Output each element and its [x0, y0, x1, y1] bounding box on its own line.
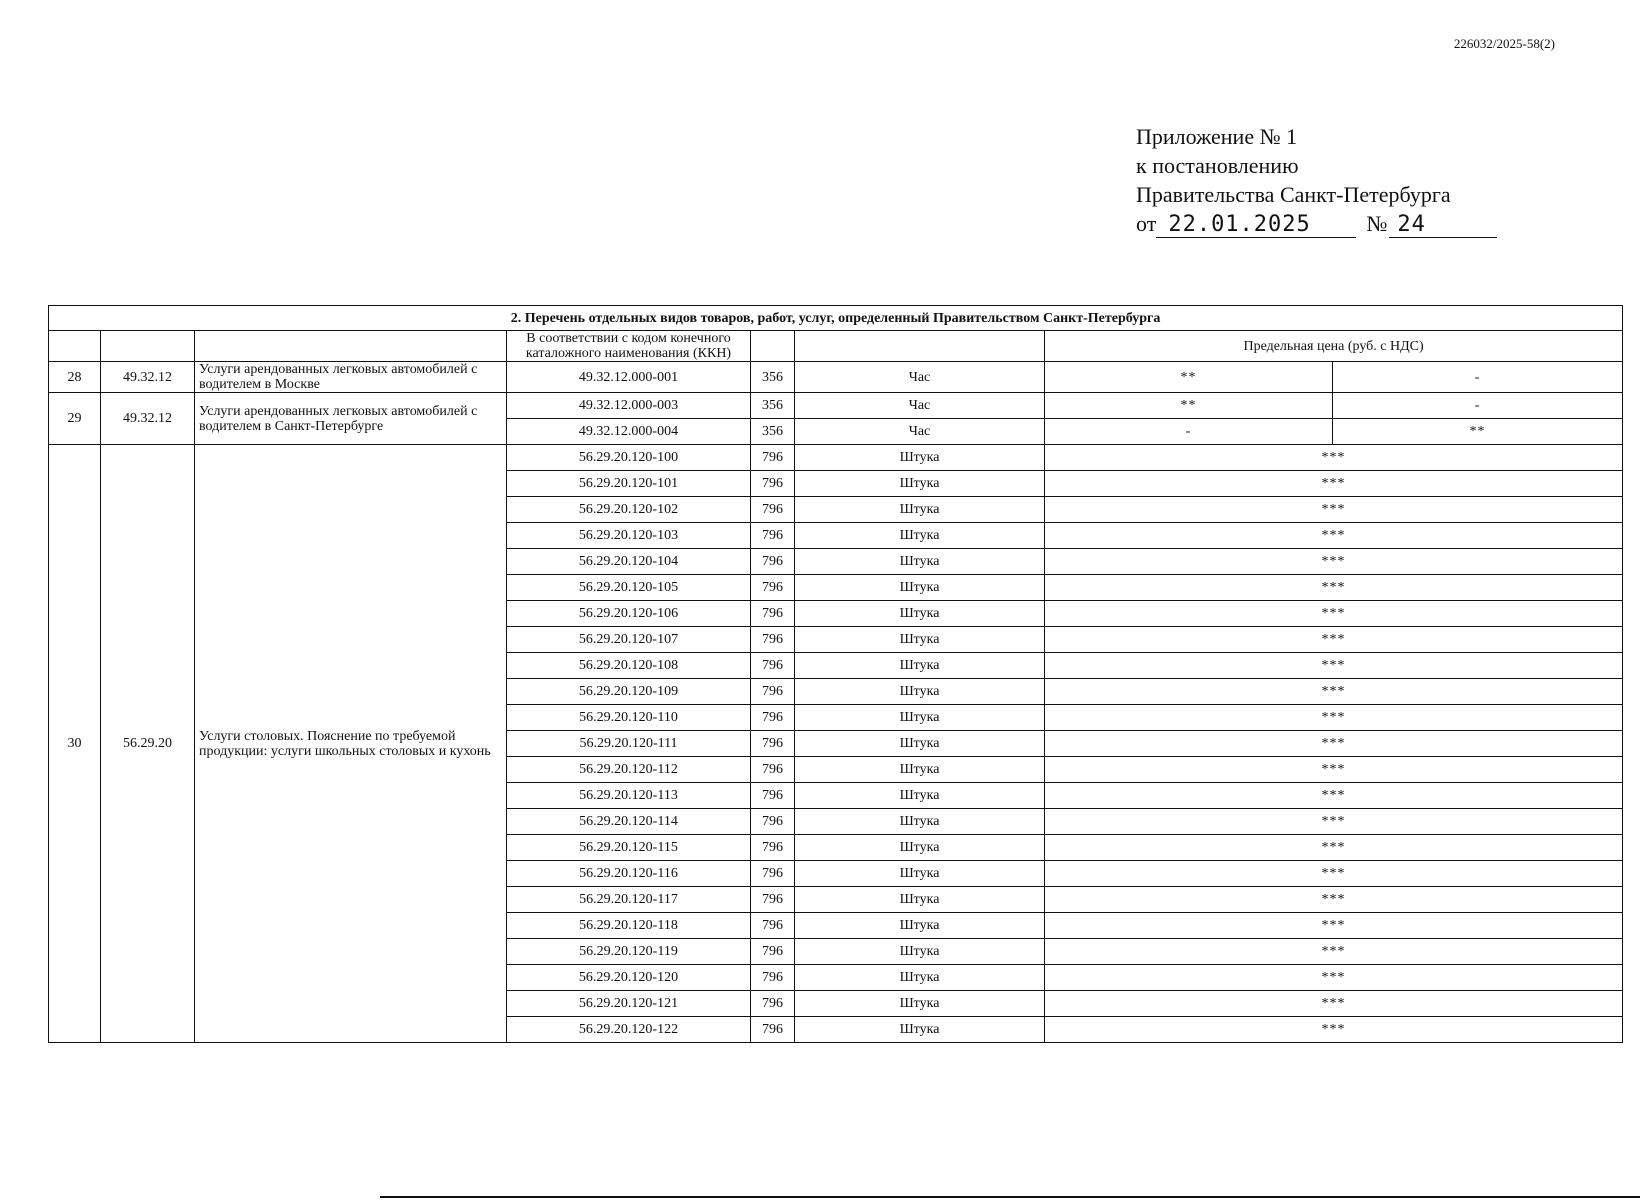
okei-code: 356 — [751, 362, 795, 393]
price-cell: ** — [1333, 419, 1623, 445]
from-label: от — [1136, 211, 1157, 236]
kkn-code: 56.29.20.120-111 — [507, 731, 751, 757]
price-cell: - — [1333, 362, 1623, 393]
price-cell: *** — [1045, 549, 1623, 575]
unit-name: Штука — [795, 991, 1045, 1017]
kkn-code: 56.29.20.120-119 — [507, 939, 751, 965]
price-cell: *** — [1045, 835, 1623, 861]
kkn-code: 56.29.20.120-107 — [507, 627, 751, 653]
okei-code: 796 — [751, 471, 795, 497]
table-caption: 2. Перечень отдельных видов товаров, работ, услуг, определенный Правительством Санкт-Петербурга — [49, 306, 1623, 331]
kkn-code: 49.32.12.000-003 — [507, 393, 751, 419]
okei-code: 796 — [751, 1017, 795, 1043]
kkn-code: 56.29.20.120-114 — [507, 809, 751, 835]
appendix-line-resolution: к постановлению — [1136, 153, 1299, 178]
unit-name: Штука — [795, 965, 1045, 991]
kkn-code: 56.29.20.120-112 — [507, 757, 751, 783]
unit-name: Штука — [795, 835, 1045, 861]
okei-code: 796 — [751, 783, 795, 809]
okei-code: 796 — [751, 627, 795, 653]
unit-name: Штука — [795, 523, 1045, 549]
kkn-code: 56.29.20.120-103 — [507, 523, 751, 549]
unit-name: Штука — [795, 679, 1045, 705]
okei-code: 796 — [751, 601, 795, 627]
unit-name: Штука — [795, 497, 1045, 523]
kkn-code: 56.29.20.120-121 — [507, 991, 751, 1017]
row-number: 28 — [49, 362, 101, 393]
price-cell: *** — [1045, 601, 1623, 627]
okei-code: 796 — [751, 679, 795, 705]
unit-name: Штука — [795, 939, 1045, 965]
price-cell: *** — [1045, 523, 1623, 549]
header-empty-unit — [795, 331, 1045, 362]
okei-code: 796 — [751, 835, 795, 861]
kkn-code: 56.29.20.120-100 — [507, 445, 751, 471]
okei-code: 796 — [751, 575, 795, 601]
okei-code: 796 — [751, 549, 795, 575]
price-cell: *** — [1045, 497, 1623, 523]
price-cell: *** — [1045, 653, 1623, 679]
kkn-code: 56.29.20.120-116 — [507, 861, 751, 887]
header-empty-okpd — [101, 331, 195, 362]
unit-name: Штука — [795, 445, 1045, 471]
unit-name: Час — [795, 419, 1045, 445]
kkn-code: 49.32.12.000-004 — [507, 419, 751, 445]
unit-name: Штука — [795, 549, 1045, 575]
goods-price-table — [48, 305, 1623, 1043]
kkn-code: 56.29.20.120-117 — [507, 887, 751, 913]
header-empty-name — [195, 331, 507, 362]
unit-name: Штука — [795, 575, 1045, 601]
kkn-code: 56.29.20.120-118 — [507, 913, 751, 939]
price-cell: ** — [1045, 362, 1333, 393]
unit-name: Штука — [795, 913, 1045, 939]
number-sign: № — [1366, 211, 1388, 236]
okei-code: 796 — [751, 731, 795, 757]
price-cell: - — [1333, 393, 1623, 419]
scan-edge-line — [380, 1196, 1640, 1198]
okei-code: 796 — [751, 809, 795, 835]
kkn-code: 56.29.20.120-105 — [507, 575, 751, 601]
kkn-code: 56.29.20.120-102 — [507, 497, 751, 523]
price-cell: *** — [1045, 445, 1623, 471]
okei-code: 796 — [751, 913, 795, 939]
unit-name: Штука — [795, 601, 1045, 627]
unit-name: Штука — [795, 887, 1045, 913]
item-name: Услуги столовых. Пояснение по требуемой продукции: услуги школьных столовых и кухонь — [195, 445, 507, 1043]
item-name: Услуги арендованных легковых автомобилей с водителем в Санкт-Петербурге — [195, 393, 507, 445]
kkn-code: 56.29.20.120-101 — [507, 471, 751, 497]
unit-name: Штука — [795, 705, 1045, 731]
unit-name: Час — [795, 362, 1045, 393]
okpd-code: 49.32.12 — [101, 393, 195, 445]
unit-name: Час — [795, 393, 1045, 419]
price-cell: *** — [1045, 809, 1623, 835]
unit-name: Штука — [795, 471, 1045, 497]
kkn-code: 56.29.20.120-106 — [507, 601, 751, 627]
resolution-number: 24 — [1389, 212, 1497, 238]
kkn-code: 56.29.20.120-110 — [507, 705, 751, 731]
unit-name: Штука — [795, 627, 1045, 653]
price-cell: *** — [1045, 991, 1623, 1017]
unit-name: Штука — [795, 1017, 1045, 1043]
price-cell: ** — [1045, 393, 1333, 419]
okei-code: 796 — [751, 991, 795, 1017]
unit-name: Штука — [795, 783, 1045, 809]
price-cell: *** — [1045, 861, 1623, 887]
header-empty-code — [751, 331, 795, 362]
table-row — [49, 362, 1623, 393]
okei-code: 796 — [751, 705, 795, 731]
kkn-code: 56.29.20.120-122 — [507, 1017, 751, 1043]
okei-code: 796 — [751, 861, 795, 887]
price-cell: *** — [1045, 1017, 1623, 1043]
price-cell: *** — [1045, 627, 1623, 653]
price-cell: *** — [1045, 783, 1623, 809]
price-cell: *** — [1045, 757, 1623, 783]
table-row — [49, 393, 1623, 419]
unit-name: Штука — [795, 861, 1045, 887]
kkn-code: 56.29.20.120-109 — [507, 679, 751, 705]
price-cell: *** — [1045, 939, 1623, 965]
appendix-title: Приложение № 1 — [1136, 124, 1298, 149]
okei-code: 796 — [751, 523, 795, 549]
okei-code: 796 — [751, 653, 795, 679]
okpd-code: 56.29.20 — [101, 445, 195, 1043]
okei-code: 796 — [751, 757, 795, 783]
price-cell: *** — [1045, 471, 1623, 497]
price-cell: *** — [1045, 679, 1623, 705]
price-cell: *** — [1045, 705, 1623, 731]
okei-code: 356 — [751, 393, 795, 419]
appendix-line-government: Правительства Санкт-Петербурга — [1136, 182, 1451, 207]
okei-code: 796 — [751, 497, 795, 523]
okei-code: 796 — [751, 939, 795, 965]
unit-name: Штука — [795, 731, 1045, 757]
price-cell: *** — [1045, 575, 1623, 601]
header-kkn: В соответствии с кодом конечного каталожного наименования (ККН) — [507, 331, 751, 362]
appendix-date-line — [1136, 209, 1497, 238]
document-number: 226032/2025-58(2) — [1453, 36, 1555, 51]
okei-code: 796 — [751, 445, 795, 471]
kkn-code: 56.29.20.120-120 — [507, 965, 751, 991]
header-price: Предельная цена (руб. с НДС) — [1045, 331, 1623, 362]
okei-code: 796 — [751, 887, 795, 913]
okpd-code: 49.32.12 — [101, 362, 195, 393]
unit-name: Штука — [795, 809, 1045, 835]
row-number: 29 — [49, 393, 101, 445]
kkn-code: 49.32.12.000-001 — [507, 362, 751, 393]
kkn-code: 56.29.20.120-108 — [507, 653, 751, 679]
table-row — [49, 445, 1623, 471]
kkn-code: 56.29.20.120-113 — [507, 783, 751, 809]
unit-name: Штука — [795, 757, 1045, 783]
header-empty-n — [49, 331, 101, 362]
resolution-date: 22.01.2025 — [1156, 212, 1356, 238]
price-cell: *** — [1045, 913, 1623, 939]
okei-code: 356 — [751, 419, 795, 445]
row30-group — [49, 445, 1623, 1043]
appendix-header — [1136, 122, 1497, 238]
price-cell: *** — [1045, 965, 1623, 991]
okei-code: 796 — [751, 965, 795, 991]
price-cell: *** — [1045, 887, 1623, 913]
item-name: Услуги арендованных легковых автомобилей с водителем в Москве — [195, 362, 507, 393]
kkn-code: 56.29.20.120-104 — [507, 549, 751, 575]
unit-name: Штука — [795, 653, 1045, 679]
row-number: 30 — [49, 445, 101, 1043]
price-cell: *** — [1045, 731, 1623, 757]
price-cell: - — [1045, 419, 1333, 445]
kkn-code: 56.29.20.120-115 — [507, 835, 751, 861]
table-header-row — [49, 331, 1623, 362]
